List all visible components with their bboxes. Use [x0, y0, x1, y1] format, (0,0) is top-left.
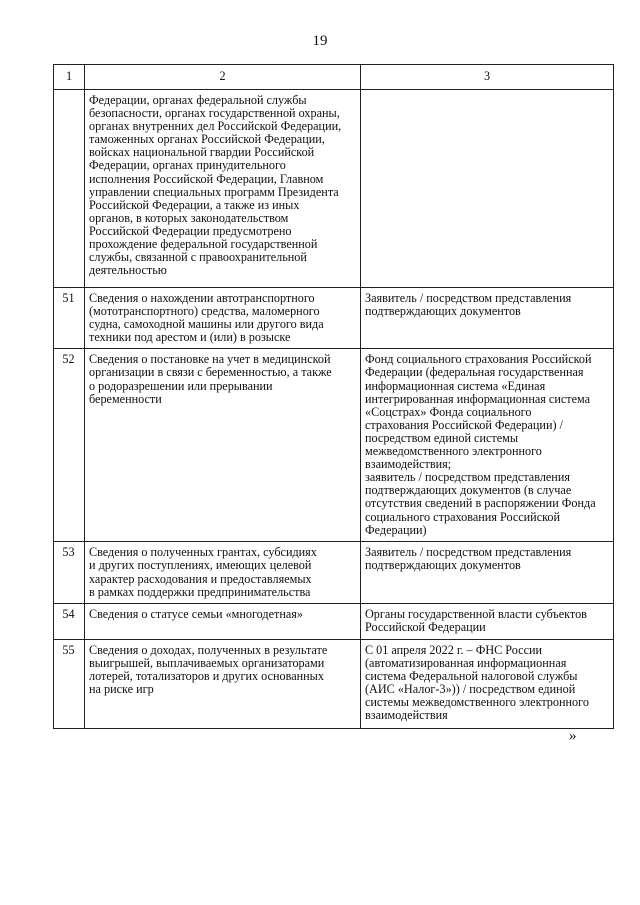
row-source	[361, 90, 614, 288]
row-number: 54	[54, 604, 85, 639]
table-header-row	[54, 65, 614, 90]
column-header-3: 3	[361, 65, 614, 90]
row-number: 52	[54, 349, 85, 542]
source-text: Фонд социального страхования Российской Федерации (федеральная государственная информационная система «Единая интегрированная информационная система «Соцстрах» Фонда социального страхования Российской Федерации) / посредством единой системы межведомственного электронного взаимодействия; заявитель / посредством представления подтверждающих документов (в случае отсутствия сведений в распоряжении Фонда социального страхования Российской Федерации)	[365, 352, 596, 537]
row-source	[361, 288, 614, 349]
row-source	[361, 542, 614, 604]
row-source	[361, 639, 614, 728]
row-number: 53	[54, 542, 85, 604]
closing-quote: »	[569, 728, 577, 744]
row-description	[85, 542, 361, 604]
column-header-2: 2	[85, 65, 361, 90]
table-row-continuation	[54, 90, 614, 288]
source-text: Заявитель / посредством представления подтверждающих документов	[365, 291, 572, 319]
table-row-55	[54, 639, 614, 728]
column-header-1: 1	[54, 65, 85, 90]
description-text: Сведения о полученных грантах, субсидиях и других поступлениях, имеющих целевой характер расходования и предоставляемых в рамках поддержки предпринимательства	[89, 545, 317, 599]
row-number: 55	[54, 639, 85, 728]
row-description	[85, 639, 361, 728]
source-text: Органы государственной власти субъектов Российской Федерации	[365, 607, 587, 635]
row-description	[85, 90, 361, 288]
page-number: 19	[312, 33, 328, 49]
description-text: Сведения о постановке на учет в медицинской организации в связи с беременностью, а также о родоразрешении или прерывании беременности	[89, 352, 332, 406]
row-number: 51	[54, 288, 85, 349]
row-source	[361, 349, 614, 542]
row-description	[85, 288, 361, 349]
source-text: Заявитель / посредством представления подтверждающих документов	[365, 545, 572, 573]
table-row-54	[54, 604, 614, 639]
row-description	[85, 604, 361, 639]
row-source	[361, 604, 614, 639]
table-row-53	[54, 542, 614, 604]
description-text: Сведения о доходах, полученных в результате выигрышей, выплачиваемых организаторами лотерей, тотализаторов и других основанных на риске игр	[89, 642, 328, 696]
row-description	[85, 349, 361, 542]
table-row-52	[54, 349, 614, 542]
row-number	[54, 90, 85, 288]
description-text: Сведения о нахождении автотранспортного (мототранспортного) средства, маломерного судна, самоходной машины или другого вида техники под арестом и (или) в розыске	[89, 291, 324, 345]
description-text: Федерации, органах федеральной службы безопасности, органах государственной охраны, органах внутренних дел Российской Федерации, таможенных органах Российской Федерации, войсках национальной гвардии Российской Федерации, органах принудительного исполнения Российской Федерации, Главном управлении специальных программ Президента Российской Федерации, а также из иных органов, в которых законодательством Российской Федерации предусмотрено прохождение федеральной государственной службы, связанной с правоохранительной деятельностью	[89, 93, 342, 278]
document-table	[53, 64, 614, 729]
table-row-51	[54, 288, 614, 349]
source-text: С 01 апреля 2022 г. – ФНС России (автоматизированная информационная система Федеральной налоговой службы (АИС «Налог-3»)) / посредством единой системы межведомственного электронного взаимодействия	[365, 642, 589, 723]
description-text: Сведения о статусе семьи «многодетная»	[89, 607, 303, 622]
